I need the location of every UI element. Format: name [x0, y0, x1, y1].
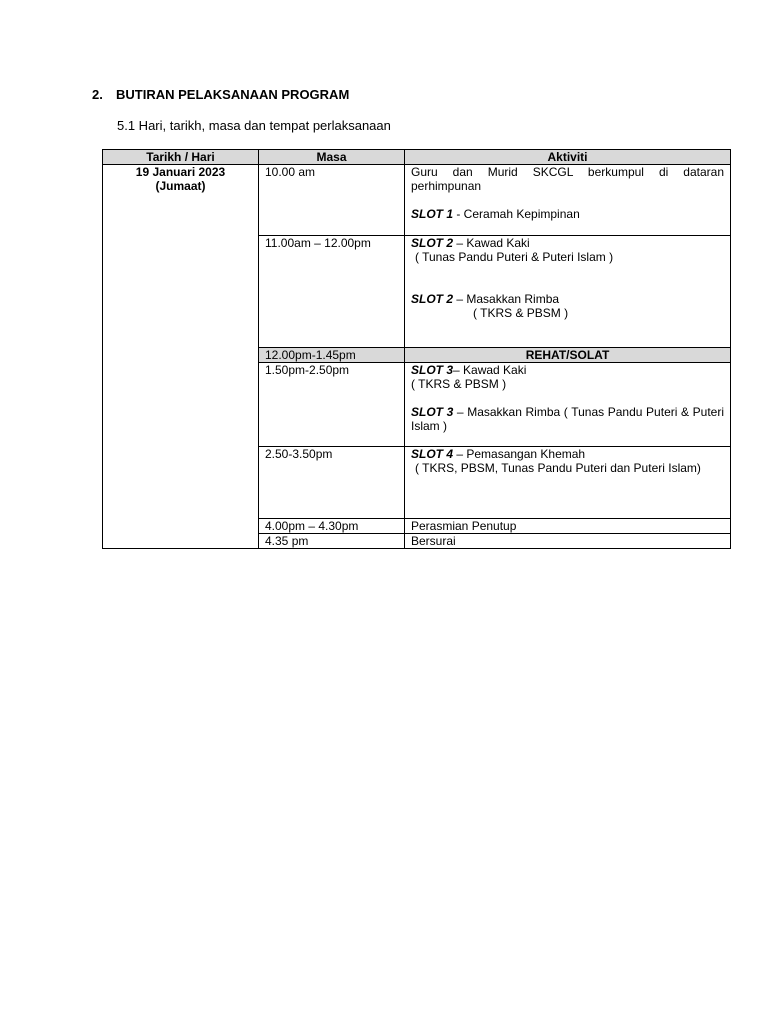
header-time: Masa: [259, 150, 405, 165]
time-cell: 4.35 pm: [259, 534, 405, 549]
slot-text: - Ceramah Kepimpinan: [453, 207, 580, 221]
slot-label: SLOT 2: [411, 292, 454, 306]
activity-cell: [405, 363, 731, 447]
time-cell: 1.50pm-2.50pm: [259, 363, 405, 447]
activity-slot: [411, 292, 724, 306]
slot-label: SLOT 3: [411, 405, 454, 419]
activity-cell: Perasmian Penutup: [405, 519, 731, 534]
slot-text: – Masakkan Rimba: [453, 292, 560, 306]
date-cell: [103, 165, 259, 549]
slot-label: SLOT 3: [411, 363, 454, 377]
section-title: BUTIRAN PELAKSANAAN PROGRAM: [116, 87, 350, 102]
schedule-table: [102, 149, 731, 549]
activity-cell: [405, 447, 731, 519]
section-number: 2.: [92, 87, 103, 102]
section-subtitle: 5.1 Hari, tarikh, masa dan tempat perlaksanaan: [117, 118, 391, 133]
activity-slot: [411, 405, 724, 433]
slot-subtext: ( TKRS & PBSM ): [473, 306, 569, 320]
time-cell: 12.00pm-1.45pm: [259, 348, 405, 363]
section-heading: [92, 87, 349, 102]
activity-slot: [411, 207, 724, 221]
activity-cell: [405, 165, 731, 236]
slot-label: SLOT 4: [411, 447, 454, 461]
slot-label: SLOT 2: [411, 236, 454, 250]
activity-slot: [411, 236, 724, 250]
time-cell: 2.50-3.50pm: [259, 447, 405, 519]
table-row: [103, 165, 731, 236]
time-cell: 11.00am – 12.00pm: [259, 236, 405, 348]
slot-label: SLOT 1: [411, 207, 454, 221]
header-date: Tarikh / Hari: [103, 150, 259, 165]
slot-text: – Pemasangan Khemah: [453, 447, 586, 461]
slot-subtext: ( Tunas Pandu Puteri & Puteri Islam ): [415, 250, 614, 264]
time-cell: 10.00 am: [259, 165, 405, 236]
break-label: REHAT/SOLAT: [405, 348, 731, 363]
table-header-row: [103, 150, 731, 165]
date-text: 19 Januari 2023: [135, 165, 226, 179]
activity-cell: Bersurai: [405, 534, 731, 549]
activity-slot: [411, 363, 724, 377]
slot-subtext: ( TKRS & PBSM ): [411, 377, 507, 391]
slot-text: – Kawad Kaki: [453, 236, 530, 250]
slot-text: – Kawad Kaki: [453, 363, 527, 377]
activity-cell: [405, 236, 731, 348]
slot-text: – Masakkan Rimba ( Tunas Pandu Puteri & Puteri Islam ): [411, 405, 724, 433]
activity-slot: [411, 447, 724, 461]
time-cell: 4.00pm – 4.30pm: [259, 519, 405, 534]
header-activity: Aktiviti: [405, 150, 731, 165]
slot-subtext: ( TKRS, PBSM, Tunas Pandu Puteri dan Puteri Islam): [415, 461, 701, 475]
day-text: (Jumaat): [155, 179, 206, 193]
activity-line: Guru dan Murid SKCGL berkumpul di dataran perhimpunan: [411, 165, 724, 193]
